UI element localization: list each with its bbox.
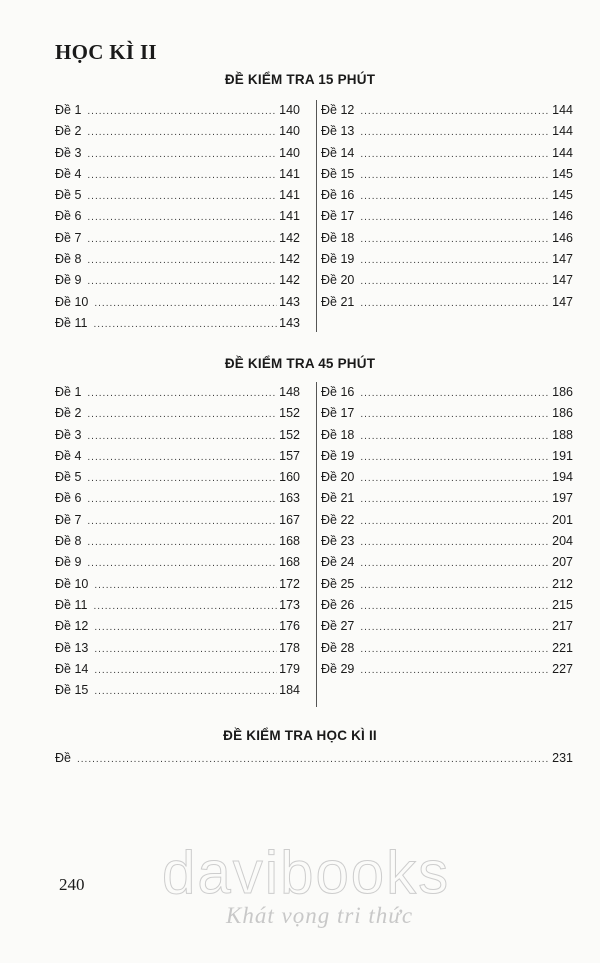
toc-entry-label: Đề 13: [321, 124, 355, 139]
toc-entry-label: Đề 8: [55, 534, 82, 549]
toc-entry-page: 146: [552, 230, 573, 245]
toc-entry[interactable]: [55, 124, 300, 145]
section-heading-semester-exam: ĐỀ KIỂM TRA HỌC KÌ II: [223, 728, 377, 743]
toc-entry[interactable]: [321, 146, 573, 167]
dot-leader: [360, 276, 550, 287]
toc-entry[interactable]: [55, 273, 300, 294]
toc-entry[interactable]: [321, 598, 573, 619]
toc-entry[interactable]: [55, 598, 300, 619]
dot-leader: [360, 601, 550, 612]
toc-entry-label: Đề 12: [55, 619, 89, 634]
toc-entry-label: Đề 13: [55, 640, 89, 655]
dot-leader: [87, 276, 277, 287]
toc-entry-page: 227: [552, 661, 573, 676]
toc-entry-page: 194: [552, 470, 573, 485]
toc-entry[interactable]: [321, 513, 573, 534]
toc-entry-page: 142: [279, 252, 300, 267]
dot-leader: [87, 170, 277, 181]
toc-entry[interactable]: [321, 641, 573, 662]
dot-leader: [87, 191, 277, 202]
toc-entry[interactable]: [321, 534, 573, 555]
toc-entry-page: 191: [552, 448, 573, 463]
toc-entry-page: 172: [279, 576, 300, 591]
toc-entry-label: Đề 15: [55, 683, 89, 698]
toc-entry-page: 140: [279, 124, 300, 139]
toc-entry[interactable]: [55, 534, 300, 555]
dot-leader: [360, 644, 550, 655]
toc-entry[interactable]: [321, 662, 573, 683]
toc-entry-page: 141: [279, 188, 300, 203]
toc-entry-page: 168: [279, 534, 300, 549]
dot-leader: [93, 601, 277, 612]
toc-entry-label: Đề 19: [321, 252, 355, 267]
toc-entry[interactable]: [55, 641, 300, 662]
dot-leader: [360, 580, 550, 591]
toc-entry-page: 188: [552, 427, 573, 442]
toc-entry[interactable]: [321, 555, 573, 576]
toc-entry[interactable]: [321, 209, 573, 230]
toc-entry-page: 146: [552, 209, 573, 224]
toc-entry-label: Đề 2: [55, 124, 82, 139]
toc-entry-page: 144: [552, 124, 573, 139]
toc-entry[interactable]: [321, 124, 573, 145]
dot-leader: [87, 452, 277, 463]
toc-column-right: [321, 385, 573, 683]
dot-leader: [360, 409, 550, 420]
dot-leader: [360, 452, 550, 463]
toc-entry[interactable]: [55, 146, 300, 167]
toc-entry-label: Đề 22: [321, 512, 355, 527]
toc-entry-label: Đề 6: [55, 491, 82, 506]
toc-entry-label: Đề 1: [55, 103, 82, 117]
toc-entry-page: 152: [279, 406, 300, 421]
watermark-tagline: Khát vọng tri thức: [226, 903, 414, 928]
toc-entry-label: Đề 26: [321, 597, 355, 612]
toc-entry-page: 145: [552, 188, 573, 203]
toc-entry-page: 140: [279, 103, 300, 117]
dot-leader: [87, 149, 277, 160]
toc-entry-page: 168: [279, 555, 300, 570]
column-divider: [316, 382, 317, 707]
dot-leader: [87, 234, 277, 245]
toc-entry-label: Đề 21: [321, 491, 355, 506]
toc-entry-page: 231: [552, 751, 573, 765]
dot-leader: [360, 234, 550, 245]
watermark-logo: davibooks: [162, 839, 451, 906]
toc-entry[interactable]: [321, 619, 573, 640]
dot-leader: [94, 686, 277, 697]
section-heading-45-minute-tests: ĐỀ KIỂM TRA 45 PHÚT: [224, 356, 376, 371]
toc-entry-page: 167: [279, 512, 300, 527]
toc-entry[interactable]: [55, 470, 300, 491]
toc-entry-label: Đề 16: [321, 188, 355, 203]
toc-entry-label: Đề 24: [321, 555, 355, 570]
toc-entry-page: 157: [279, 448, 300, 463]
toc-entry[interactable]: [55, 188, 300, 209]
dot-leader: [94, 622, 277, 633]
toc-entry[interactable]: [321, 231, 573, 252]
toc-entry-label: Đề 7: [55, 512, 82, 527]
toc-entry[interactable]: [321, 252, 573, 273]
dot-leader: [87, 127, 277, 138]
toc-entry[interactable]: [55, 491, 300, 512]
toc-entry-page: 221: [552, 640, 573, 655]
dot-leader: [87, 409, 277, 420]
toc-entry-label: Đề 5: [55, 188, 82, 203]
toc-entry[interactable]: [55, 316, 300, 337]
toc-entry[interactable]: [321, 470, 573, 491]
toc-entry-label: Đề 3: [55, 145, 82, 160]
dot-leader: [94, 298, 277, 309]
toc-entry[interactable]: [55, 662, 300, 683]
toc-entry-label: Đề 9: [55, 555, 82, 570]
dot-leader: [87, 106, 277, 117]
dot-leader: [360, 388, 550, 399]
dot-leader: [87, 558, 277, 569]
toc-entry-label: Đề 15: [321, 166, 355, 181]
toc-entry-page: 147: [552, 294, 573, 309]
toc-entry-label: Đề 3: [55, 427, 82, 442]
toc-entry-page: 147: [552, 252, 573, 267]
toc-entry-label: Đề 19: [321, 448, 355, 463]
toc-entry-page: 186: [552, 406, 573, 421]
toc-entry-label: Đề 4: [55, 166, 82, 181]
dot-leader: [87, 388, 277, 399]
toc-entry-page: 143: [279, 294, 300, 309]
toc-entry-label: Đề 2: [55, 406, 82, 421]
toc-entry[interactable]: [321, 428, 573, 449]
toc-entry[interactable]: [55, 209, 300, 230]
toc-entry[interactable]: [321, 167, 573, 188]
toc-entry-page: 179: [279, 661, 300, 676]
dot-leader: [93, 319, 277, 330]
toc-entry[interactable]: [55, 252, 300, 273]
toc-entry[interactable]: [321, 295, 573, 316]
toc-entry[interactable]: [321, 406, 573, 427]
toc-entry[interactable]: [55, 683, 300, 704]
toc-entry[interactable]: [55, 555, 300, 576]
toc-column-left: [55, 385, 300, 704]
toc-entry-page: 142: [279, 230, 300, 245]
toc-entry-label: Đề 4: [55, 448, 82, 463]
dot-leader: [360, 170, 550, 181]
toc-entry-page: 207: [552, 555, 573, 570]
toc-entry[interactable]: [321, 103, 573, 124]
toc-entry-label: Đề 17: [321, 209, 355, 224]
dot-leader: [360, 255, 550, 266]
dot-leader: [94, 644, 277, 655]
toc-entry-page: 215: [552, 597, 573, 612]
dot-leader: [360, 212, 550, 223]
toc-entry-page: 160: [279, 470, 300, 485]
toc-entry[interactable]: [321, 273, 573, 294]
dot-leader: [360, 494, 550, 505]
toc-entry-label: Đề 14: [55, 661, 89, 676]
dot-leader: [360, 431, 550, 442]
toc-entry-label: Đề 5: [55, 470, 82, 485]
toc-entry-page: 204: [552, 534, 573, 549]
toc-entry-label: Đề 16: [321, 385, 355, 399]
toc-entry-label: Đề 18: [321, 230, 355, 245]
section-heading-15-minute-tests: ĐỀ KIỂM TRA 15 PHÚT: [224, 72, 376, 87]
dot-leader: [360, 149, 550, 160]
toc-entry-label: Đề 18: [321, 427, 355, 442]
toc-entry[interactable]: [55, 295, 300, 316]
dot-leader: [87, 516, 277, 527]
toc-entry-label: Đề 25: [321, 576, 355, 591]
toc-entry[interactable]: [55, 167, 300, 188]
toc-entry[interactable]: [321, 491, 573, 512]
toc-column-right: [321, 103, 573, 316]
toc-entry-label: Đề 7: [55, 230, 82, 245]
toc-entry-label: Đề 20: [321, 273, 355, 288]
toc-entry[interactable]: [321, 577, 573, 598]
toc-entry-page: 152: [279, 427, 300, 442]
toc-entry-label: Đề 20: [321, 470, 355, 485]
toc-column-left: [55, 103, 300, 337]
toc-entry-label: Đề 9: [55, 273, 82, 288]
toc-entry[interactable]: [55, 385, 300, 406]
toc-entry-page: 141: [279, 209, 300, 224]
dot-leader: [87, 255, 277, 266]
toc-entry[interactable]: [55, 406, 300, 427]
toc-entry-label: Đề 28: [321, 640, 355, 655]
dot-leader: [360, 516, 550, 527]
toc-entry[interactable]: [55, 103, 300, 124]
toc-entry-page: 163: [279, 491, 300, 506]
dot-leader: [360, 665, 550, 676]
toc-entry-page: 201: [552, 512, 573, 527]
page-number: 240: [59, 875, 85, 894]
toc-entry[interactable]: [55, 513, 300, 534]
dot-leader: [87, 431, 277, 442]
toc-entry-page: 212: [552, 576, 573, 591]
toc-entry-page: 184: [279, 683, 300, 698]
toc-entry[interactable]: [55, 619, 300, 640]
toc-entry-label: Đề 12: [321, 103, 355, 117]
dot-leader: [360, 558, 550, 569]
toc-entry[interactable]: [55, 751, 573, 772]
toc-entry-page: 142: [279, 273, 300, 288]
toc-entry-label: Đề 27: [321, 619, 355, 634]
dot-leader: [360, 106, 550, 117]
toc-entry-page: 147: [552, 273, 573, 288]
dot-leader: [87, 537, 277, 548]
toc-entry-page: 145: [552, 166, 573, 181]
toc-entry[interactable]: [321, 449, 573, 470]
toc-entry[interactable]: [321, 188, 573, 209]
semester-title: HỌC KÌ II: [55, 40, 157, 64]
column-divider: [316, 100, 317, 332]
toc-entry-label: Đề 10: [55, 294, 89, 309]
toc-entry-page: 148: [279, 385, 300, 399]
dot-leader: [94, 665, 277, 676]
toc-entry-label: Đề 6: [55, 209, 82, 224]
dot-leader: [360, 537, 550, 548]
toc-entry-label: Đề 8: [55, 252, 82, 267]
toc-entry-label: Đề 29: [321, 661, 355, 676]
dot-leader: [360, 622, 550, 633]
dot-leader: [87, 473, 277, 484]
toc-entry[interactable]: [55, 577, 300, 598]
toc-entry-page: 173: [279, 597, 300, 612]
dot-leader: [360, 473, 550, 484]
toc-entry-label: Đề 10: [55, 576, 89, 591]
toc-entry-page: 217: [552, 619, 573, 634]
toc-entry-label: Đề 14: [321, 145, 355, 160]
toc-entry-page: 144: [552, 103, 573, 117]
dot-leader: [87, 212, 277, 223]
toc-entry-label: Đề: [55, 751, 71, 765]
toc-entry-label: Đề 11: [55, 315, 88, 330]
dot-leader: [94, 580, 277, 591]
toc-entry-page: 176: [279, 619, 300, 634]
toc-entry-label: Đề 21: [321, 294, 355, 309]
toc-entry[interactable]: [55, 449, 300, 470]
dot-leader: [360, 298, 550, 309]
toc-entry[interactable]: [55, 428, 300, 449]
toc-entry-page: 186: [552, 385, 573, 399]
dot-leader: [360, 127, 550, 138]
toc-entry[interactable]: [321, 385, 573, 406]
toc-entry-page: 197: [552, 491, 573, 506]
dot-leader: [77, 754, 550, 765]
toc-entry-label: Đề 23: [321, 534, 355, 549]
toc-entry-label: Đề 1: [55, 385, 82, 399]
toc-entry-page: 140: [279, 145, 300, 160]
toc-entry-page: 144: [552, 145, 573, 160]
dot-leader: [360, 191, 550, 202]
toc-entry-page: 141: [279, 166, 300, 181]
toc-entry-label: Đề 17: [321, 406, 355, 421]
toc-entry-page: 143: [279, 315, 300, 330]
toc-entry-label: Đề 11: [55, 597, 88, 612]
toc-entry-page: 178: [279, 640, 300, 655]
dot-leader: [87, 494, 277, 505]
toc-entry[interactable]: [55, 231, 300, 252]
